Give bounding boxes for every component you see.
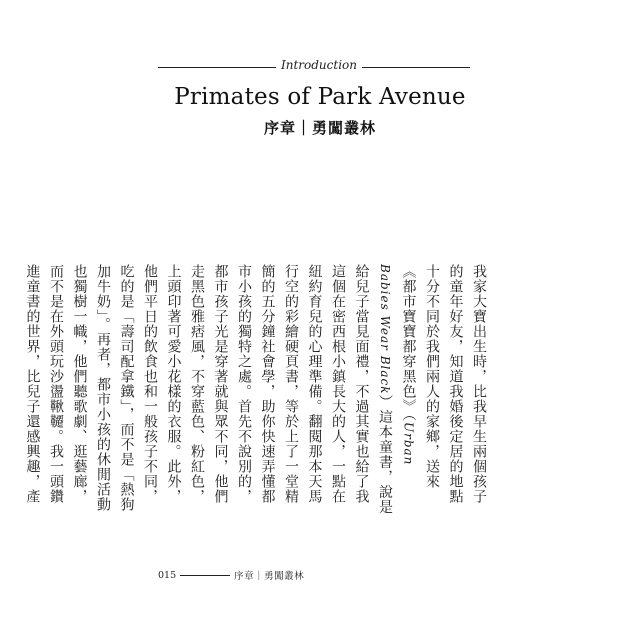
header-rule-left [158,67,276,68]
body-text [24,264,490,516]
body-text-run: ）這本童書，說是給兒子當見面禮，不過其實也給了我這個在密西根小鎮長大的人，一點在紐約育兒的心理準備。翻閱那本天馬行空的彩繪硬頁書，等於上了一堂精簡的五分鐘社會學，助你快速弄懂都市小孩的獨特之處。首先不說別的，都市孩子光是穿著就與眾不同，他們走黑色雅痞風，不穿藍色、粉紅色，上頭印著可愛小花樣的衣服。此外，他們平日的飲食也和一般孩子不同，吃的是「壽司配拿鐵」，而不是「熱狗加牛奶」。再者，都市小孩的休閒活動也獨樹一幟，他們聽歌劇、逛藝廊，而不是在外頭玩沙盪鞦韆。我一頭鑽進童書的世界，比兒子還感興趣，產 [24,264,393,515]
chapter-subtitle: 序章｜勇闖叢林 [263,119,376,137]
page-number: 015 [158,569,177,581]
book-title-latin: Urban Babies Wear Black [378,264,416,466]
section-label: Introduction [281,58,357,72]
running-head: 序章｜勇闖叢林 [234,571,305,582]
page-title: Primates of Park Avenue [174,84,466,110]
body-paragraph [20,264,490,516]
header-rule-right [362,67,470,68]
page-footer [158,567,304,583]
footer-rule [180,575,230,576]
body-text-run: 我家大寶出生時，比我早生兩個孩子的童年好友，知道我婚後定居的地點十分不同於我們兩人的家鄉，送來《都市寶寶都穿黑色》（ [400,264,487,504]
